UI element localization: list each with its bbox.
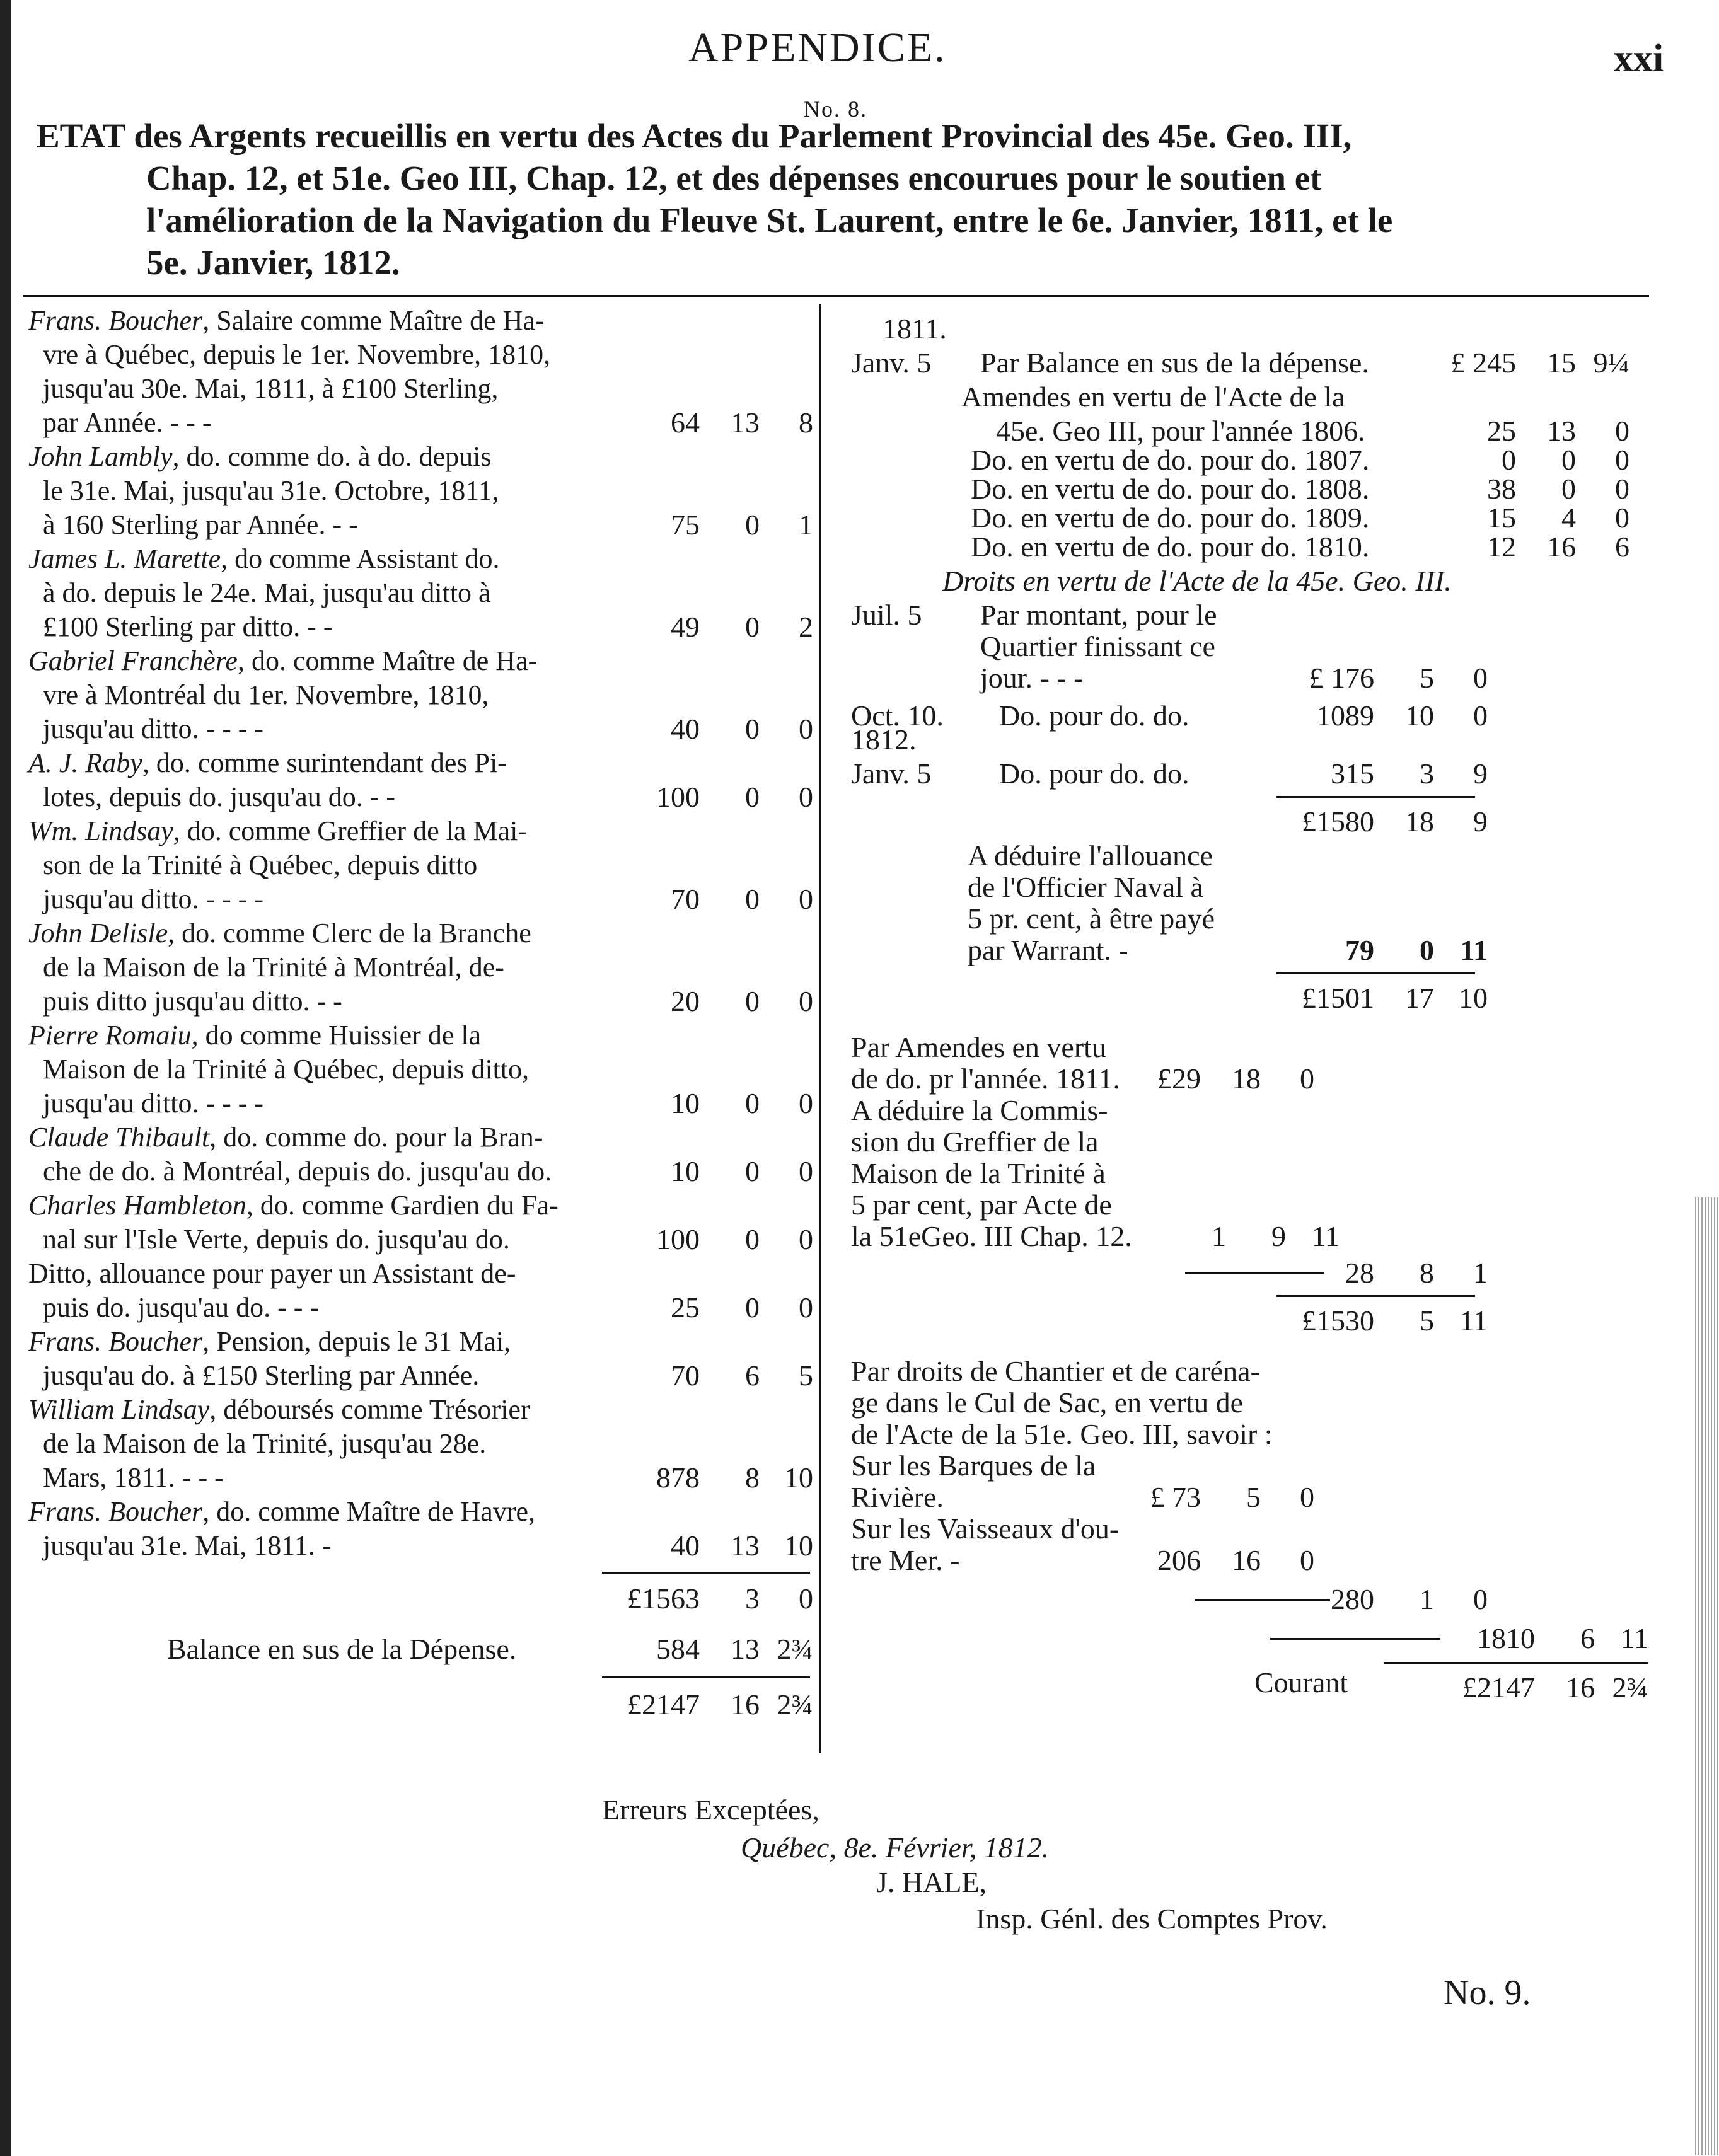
expense-total-shillings: 16 <box>731 1688 760 1721</box>
fine-row-label: Do. en vertu de do. pour do. 1807. <box>971 444 1370 476</box>
expense-amount-shillings: 0 <box>745 1223 760 1255</box>
title-line: ETAT des Argents recueillis en vertu des Actes du Parlement Provincial des 45e. Geo. III, <box>37 117 1352 155</box>
duties-heading: Droits en vertu de l'Acte de la 45e. Geo. III. <box>942 565 1452 597</box>
expense-amount-pounds: 20 <box>671 985 700 1017</box>
expense-text: à 160 Sterling par Année. - - <box>43 509 358 540</box>
expense-amount-pounds: 878 <box>656 1461 700 1494</box>
fine-amount-pence: 0 <box>1615 415 1629 447</box>
commission-text: 5 par cent, par Acte de <box>851 1189 1112 1221</box>
expense-amount-shillings: 13 <box>731 1530 760 1562</box>
grand-subtotal-pounds: 1810 <box>1477 1622 1535 1654</box>
expense-text: de la Maison de la Trinité, jusqu'au 28e. <box>43 1428 487 1459</box>
page-number: xxi <box>1614 37 1664 80</box>
column-divider <box>819 304 821 1753</box>
expense-amount-pounds: 64 <box>671 406 700 439</box>
fine-amount-pounds: 15 <box>1487 502 1516 534</box>
expense-text: , do. comme Gardien du Fa- <box>246 1190 559 1221</box>
expense-line <box>43 1427 486 1461</box>
expense-line <box>43 1291 319 1325</box>
fine-amount-pence: 6 <box>1615 531 1629 563</box>
vaisseaux-amount-pounds: 206 <box>1157 1544 1201 1576</box>
duty-amount-pounds: £ 176 <box>1309 662 1374 694</box>
expense-total-pence: 2¾ <box>777 1688 813 1721</box>
header-rule <box>23 295 1649 297</box>
expense-amount-shillings: 0 <box>745 883 760 915</box>
fine-row-label: Do. en vertu de do. pour do. 1809. <box>971 502 1370 534</box>
expense-text: nal sur l'Isle Verte, depuis do. jusqu'au do. <box>43 1224 510 1255</box>
fine-amount-pounds: 12 <box>1487 531 1516 563</box>
duties-total-pence: 9 <box>1473 805 1488 838</box>
expense-line <box>43 338 550 372</box>
receipts-total-pounds: £2147 <box>1462 1671 1535 1703</box>
naval-text: 5 pr. cent, à être payé <box>968 902 1215 935</box>
expense-line <box>28 304 545 338</box>
expense-line <box>43 950 504 984</box>
chantier-total-pounds: 280 <box>1331 1583 1374 1615</box>
year-1812: 1812. <box>851 723 917 756</box>
expense-line <box>28 1257 516 1291</box>
title-line: 5e. Janvier, 1812. <box>146 243 400 282</box>
commission-amount-pence: 11 <box>1311 1220 1340 1252</box>
expense-line <box>43 508 358 542</box>
commission-text: sion du Greffier de la <box>851 1126 1099 1158</box>
expense-amount-pence: 0 <box>799 1223 813 1255</box>
expense-text: jusqu'au 30e. Mai, 1811, à £100 Sterling, <box>43 373 499 404</box>
expense-text: , do comme Huissier de la <box>191 1020 482 1051</box>
balance-amount-shillings: 13 <box>731 1633 760 1665</box>
commission-text: Maison de la Trinité à <box>851 1157 1106 1189</box>
expense-line <box>28 1189 559 1223</box>
payee-name: Frans. Boucher <box>28 1496 203 1527</box>
expense-line <box>28 1393 530 1427</box>
expense-amount-pence: 2 <box>799 611 813 643</box>
expense-line <box>43 678 489 712</box>
expense-line <box>43 1223 510 1257</box>
expense-line <box>43 712 263 746</box>
expense-line <box>43 882 263 916</box>
expense-text: à do. depuis le 24e. Mai, jusqu'au ditto à <box>43 577 491 608</box>
expense-text: , déboursés comme Trésorier <box>209 1394 530 1425</box>
payee-name: Claude Thibault <box>28 1122 210 1153</box>
fine-amount-pounds: 0 <box>1502 444 1516 476</box>
balance-label: Balance en sus de la Dépense. <box>167 1633 517 1665</box>
expense-line <box>43 1359 479 1393</box>
fine-amount-pence: 0 <box>1615 444 1629 476</box>
payee-name: Gabriel Franchère <box>28 645 238 676</box>
chantier-text: de l'Acte de la 51e. Geo. III, savoir : <box>851 1418 1273 1450</box>
chantier-total-pence: 0 <box>1473 1583 1488 1615</box>
duty-amount-pounds: 315 <box>1331 758 1374 790</box>
expense-amount-shillings: 6 <box>745 1359 760 1392</box>
expense-amount-shillings: 0 <box>745 509 760 541</box>
commission-amount-pounds: 1 <box>1212 1220 1226 1252</box>
naval-text: par Warrant. - <box>968 934 1128 966</box>
expense-amount-shillings: 13 <box>731 406 760 439</box>
balance-date: Janv. 5 <box>851 347 932 379</box>
payee-name: Pierre Romaiu <box>28 1020 192 1051</box>
duty-date: Juil. 5 <box>851 599 922 631</box>
payee-name: A. J. Raby <box>28 747 142 778</box>
expense-line <box>28 814 527 848</box>
expense-amount-pence: 0 <box>799 713 813 745</box>
expense-text: , do. comme Clerc de la Branche <box>168 918 531 948</box>
expense-line <box>43 1155 552 1189</box>
fine-amount-shillings: 13 <box>1547 415 1576 447</box>
expense-line <box>28 1325 511 1359</box>
expense-amount-shillings: 0 <box>745 985 760 1017</box>
fine-amount-pence: 0 <box>1615 502 1629 534</box>
expense-line <box>43 372 498 406</box>
expense-subtotal-shillings: 3 <box>745 1582 760 1615</box>
expense-text: par Année. - - - <box>43 407 212 438</box>
expense-amount-pounds: 10 <box>671 1155 700 1187</box>
duty-text: Quartier finissant ce <box>980 630 1215 662</box>
expense-line <box>43 848 477 882</box>
fines-net-pence: 1 <box>1473 1257 1488 1289</box>
subtotal2-rule <box>1276 1295 1475 1297</box>
fines-1811-amount-shillings: 18 <box>1232 1063 1261 1095</box>
expense-amount-pounds: 10 <box>671 1087 700 1119</box>
expense-amount-pounds: 40 <box>671 1530 700 1562</box>
expense-text: puis ditto jusqu'au ditto. - - <box>43 986 342 1017</box>
fine-amount-pounds: 38 <box>1487 473 1516 505</box>
expense-amount-pounds: 100 <box>656 781 700 813</box>
opening-balance-pounds: £ 245 <box>1450 347 1516 379</box>
duties-total-pounds: £1580 <box>1302 805 1374 838</box>
expense-amount-pounds: 25 <box>671 1291 700 1323</box>
document-number: No. 8. <box>804 96 867 122</box>
expense-amount-shillings: 0 <box>745 781 760 813</box>
signature: J. HALE, <box>876 1866 987 1898</box>
grand-subtotal-shillings: 6 <box>1580 1622 1595 1654</box>
commission-text: A déduire la Commis- <box>851 1094 1108 1126</box>
duty-amount-shillings: 3 <box>1420 758 1434 790</box>
vaisseaux-text: tre Mer. - <box>851 1544 960 1576</box>
expense-text: jusqu'au 31e. Mai, 1811. - <box>43 1530 332 1561</box>
duty-amount-shillings: 5 <box>1420 662 1434 694</box>
fines-line: Amendes en vertu de l'Acte de la <box>961 381 1345 413</box>
page-edge-texture <box>1695 1197 1719 2155</box>
payee-name: John Delisle <box>28 918 168 948</box>
expense-line <box>43 576 491 610</box>
payee-name: Frans. Boucher <box>28 305 203 336</box>
expense-line <box>28 916 531 950</box>
net-duties-rule <box>1276 972 1475 974</box>
fine-row-label: Do. en vertu de do. pour do. 1810. <box>971 531 1370 563</box>
grand-subtotal-pence: 11 <box>1620 1622 1648 1654</box>
expense-line <box>43 1461 224 1495</box>
expense-amount-pounds: 70 <box>671 883 700 915</box>
chantier-total-shillings: 1 <box>1420 1583 1434 1615</box>
expense-text: , do. comme do. pour la Bran- <box>209 1122 543 1153</box>
expense-text: vre à Québec, depuis le 1er. Novembre, 1810, <box>43 339 551 370</box>
expense-amount-pence: 10 <box>784 1461 813 1494</box>
expense-text: de la Maison de la Trinité à Montréal, de- <box>43 952 504 983</box>
expense-line <box>43 780 395 814</box>
fines-1811-amount-pounds: £29 <box>1157 1063 1201 1095</box>
expense-text: Ditto, allouance pour payer un Assistant de- <box>28 1258 516 1289</box>
expense-total-pounds: £2147 <box>627 1688 700 1721</box>
subtotal-2-pence: 11 <box>1459 1305 1488 1337</box>
year-1811: 1811. <box>883 313 947 345</box>
expense-line <box>43 474 499 508</box>
expense-text: puis do. jusqu'au do. - - - <box>43 1292 320 1323</box>
expense-line <box>43 406 212 440</box>
expense-text: £100 Sterling par ditto. - - <box>43 611 333 642</box>
duty-date: Oct. 10. <box>851 700 944 732</box>
payee-name: Wm. Lindsay <box>28 816 173 846</box>
expense-line <box>43 984 342 1018</box>
expense-text: le 31e. Mai, jusqu'au 31e. Octobre, 1811, <box>43 475 499 506</box>
subtotal-2-pounds: £1530 <box>1302 1305 1374 1337</box>
chantier-text: Par droits de Chantier et de caréna- <box>851 1355 1260 1387</box>
expense-amount-pounds: 40 <box>671 713 700 745</box>
fines-1811-text: Par Amendes en vertu <box>851 1031 1106 1063</box>
expense-amount-pounds: 75 <box>671 509 700 541</box>
net-duties-pounds: £1501 <box>1302 982 1374 1014</box>
fine-amount-shillings: 0 <box>1561 444 1576 476</box>
fines-net-shillings: 8 <box>1420 1257 1434 1289</box>
expense-text: , do. comme Maître de Havre, <box>202 1496 535 1527</box>
expense-line <box>43 1529 331 1563</box>
duty-date: Janv. 5 <box>851 758 932 790</box>
payee-name: Charles Hambleton <box>28 1190 246 1221</box>
final-rule <box>1384 1662 1648 1664</box>
vaisseaux-text: Sur les Vaisseaux d'ou- <box>851 1513 1120 1545</box>
place-date: Québec, 8e. Février, 1812. <box>741 1831 1050 1864</box>
expense-text: Mars, 1811. - - - <box>43 1462 224 1493</box>
courant-label: Courant <box>1254 1666 1348 1698</box>
barques-amount-pounds: £ 73 <box>1150 1481 1201 1513</box>
expense-amount-pounds: 100 <box>656 1223 700 1255</box>
naval-amount-pence: 11 <box>1460 934 1488 966</box>
expense-text: jusqu'au ditto. - - - - <box>43 884 264 914</box>
payee-name: James L. Marette <box>28 543 221 574</box>
barques-text: Rivière. <box>851 1481 944 1513</box>
expense-line <box>28 542 500 576</box>
expense-text: , do. comme Greffier de la Mai- <box>173 816 527 846</box>
payee-name: John Lambly <box>28 441 173 472</box>
subtotal-2-shillings: 5 <box>1420 1305 1434 1337</box>
opening-balance-shillings: 15 <box>1547 347 1576 379</box>
vaisseaux-amount-shillings: 16 <box>1232 1544 1261 1576</box>
fine-amount-pounds: 25 <box>1487 415 1516 447</box>
expense-amount-pence: 8 <box>799 406 813 439</box>
total-rule <box>602 1676 810 1678</box>
duty-amount-shillings: 10 <box>1405 700 1434 732</box>
expense-amount-pence: 0 <box>799 883 813 915</box>
expense-amount-pence: 0 <box>799 1291 813 1323</box>
balance-text: Par Balance en sus de la dépense. <box>980 347 1369 379</box>
expense-text: che de do. à Montréal, depuis do. jusqu'au do. <box>43 1156 552 1187</box>
balance-amount-pounds: 584 <box>656 1633 700 1665</box>
expense-subtotal-pence: 0 <box>799 1582 813 1615</box>
subtotal-rule <box>602 1572 810 1574</box>
expense-amount-pence: 10 <box>784 1530 813 1562</box>
net-duties-shillings: 17 <box>1405 982 1434 1014</box>
errors-excepted: Erreurs Exceptées, <box>602 1794 819 1826</box>
expense-amount-pence: 1 <box>799 509 813 541</box>
payee-name: William Lindsay <box>28 1394 210 1425</box>
expense-amount-pence: 5 <box>799 1359 813 1392</box>
expense-amount-shillings: 0 <box>745 1087 760 1119</box>
barques-amount-shillings: 5 <box>1246 1481 1261 1513</box>
expense-amount-pounds: 70 <box>671 1359 700 1392</box>
expense-amount-pounds: 49 <box>671 611 700 643</box>
fine-amount-shillings: 4 <box>1561 502 1576 534</box>
duty-amount-pence: 0 <box>1473 662 1488 694</box>
fines-line: 45e. Geo III, pour l'année 1806. <box>996 415 1365 447</box>
title-line: l'amélioration de la Navigation du Fleuve St. Laurent, entre le 6e. Janvier, 1811, et le <box>146 201 1393 239</box>
signer-office: Insp. Génl. des Comptes Prov. <box>976 1903 1328 1935</box>
expense-text: , Salaire comme Maître de Ha- <box>202 305 545 336</box>
duty-text: Do. pour do. do. <box>999 758 1189 790</box>
expense-text: son de la Trinité à Québec, depuis ditto <box>43 850 478 880</box>
duty-text: jour. - - - <box>980 662 1084 694</box>
vaisseaux-amount-pence: 0 <box>1300 1544 1314 1576</box>
duty-text: Par montant, pour le <box>980 599 1217 631</box>
expense-amount-shillings: 0 <box>745 1291 760 1323</box>
duty-amount-pounds: 1089 <box>1316 700 1374 732</box>
opening-balance-pence: 9¼ <box>1593 347 1629 379</box>
expense-line <box>28 1121 543 1155</box>
fine-row-label: Do. en vertu de do. pour do. 1808. <box>971 473 1370 505</box>
naval-amount-shillings: 0 <box>1420 934 1434 966</box>
expense-line <box>28 644 537 678</box>
duty-amount-pence: 0 <box>1473 700 1488 732</box>
commission-text: la 51eGeo. III Chap. 12. <box>851 1220 1132 1252</box>
expense-text: , do. comme Maître de Ha- <box>237 645 538 676</box>
expense-amount-shillings: 0 <box>745 713 760 745</box>
fines-1811-text: de do. pr l'année. 1811. <box>851 1063 1120 1095</box>
expense-text: vre à Montréal du 1er. Novembre, 1810, <box>43 679 489 710</box>
duty-amount-pence: 9 <box>1473 758 1488 790</box>
expense-amount-shillings: 8 <box>745 1461 760 1494</box>
expense-line <box>28 1495 535 1529</box>
page-edge-shadow <box>0 0 11 2156</box>
expense-text: , do comme Assistant do. <box>221 543 500 574</box>
duties-rule <box>1276 796 1475 798</box>
expense-amount-pence: 0 <box>799 1155 813 1187</box>
fines-1811-amount-pence: 0 <box>1300 1063 1314 1095</box>
duties-total-shillings: 18 <box>1405 805 1434 838</box>
expense-text: lotes, depuis do. jusqu'au do. - - <box>43 781 396 812</box>
expense-amount-pence: 0 <box>799 1087 813 1119</box>
expense-text: jusqu'au ditto. - - - - <box>43 713 264 744</box>
receipts-total-shillings: 16 <box>1566 1671 1595 1703</box>
expense-text: jusqu'au do. à £150 Sterling par Année. <box>43 1360 480 1391</box>
net-duties-pence: 10 <box>1459 982 1488 1014</box>
fine-amount-shillings: 0 <box>1561 473 1576 505</box>
expense-line <box>28 440 491 474</box>
next-document: No. 9. <box>1444 1973 1531 2012</box>
expense-line <box>28 746 507 780</box>
page-header: APPENDICE. <box>688 25 947 71</box>
commission-amount-shillings: 9 <box>1271 1220 1286 1252</box>
expense-line <box>43 610 333 644</box>
naval-amount-pounds: 79 <box>1345 934 1374 966</box>
expense-text: , Pension, depuis le 31 Mai, <box>202 1326 511 1357</box>
fines-net-pounds: 28 <box>1345 1257 1374 1289</box>
receipts-total-pence: 2¾ <box>1612 1671 1648 1703</box>
balance-amount-pence: 2¾ <box>777 1633 813 1665</box>
chantier-text: ge dans le Cul de Sac, en vertu de <box>851 1386 1244 1419</box>
expense-amount-shillings: 0 <box>745 1155 760 1187</box>
expense-text: jusqu'au ditto. - - - - <box>43 1088 264 1119</box>
expense-text: , do. comme do. à do. depuis <box>172 441 492 472</box>
duty-text: Do. pour do. do. <box>999 700 1189 732</box>
expense-text: , do. comme surintendant des Pi- <box>142 747 507 778</box>
fine-amount-shillings: 16 <box>1547 531 1576 563</box>
expense-amount-pence: 0 <box>799 781 813 813</box>
fine-amount-pence: 0 <box>1615 473 1629 505</box>
title-line: Chap. 12, et 51e. Geo III, Chap. 12, et des dépenses encourues pour le soutien et <box>146 159 1322 197</box>
payee-name: Frans. Boucher <box>28 1326 203 1357</box>
barques-amount-pence: 0 <box>1300 1481 1314 1513</box>
expense-text: Maison de la Trinité à Québec, depuis ditto, <box>43 1054 530 1085</box>
barques-text: Sur les Barques de la <box>851 1450 1096 1482</box>
naval-text: de l'Officier Naval à <box>968 871 1203 903</box>
naval-text: A déduire l'allouance <box>968 839 1213 872</box>
expense-line <box>28 1018 481 1052</box>
expense-amount-pence: 0 <box>799 985 813 1017</box>
expense-line <box>43 1087 263 1121</box>
expense-subtotal-pounds: £1563 <box>627 1582 700 1615</box>
expense-line <box>43 1052 529 1087</box>
expense-amount-shillings: 0 <box>745 611 760 643</box>
